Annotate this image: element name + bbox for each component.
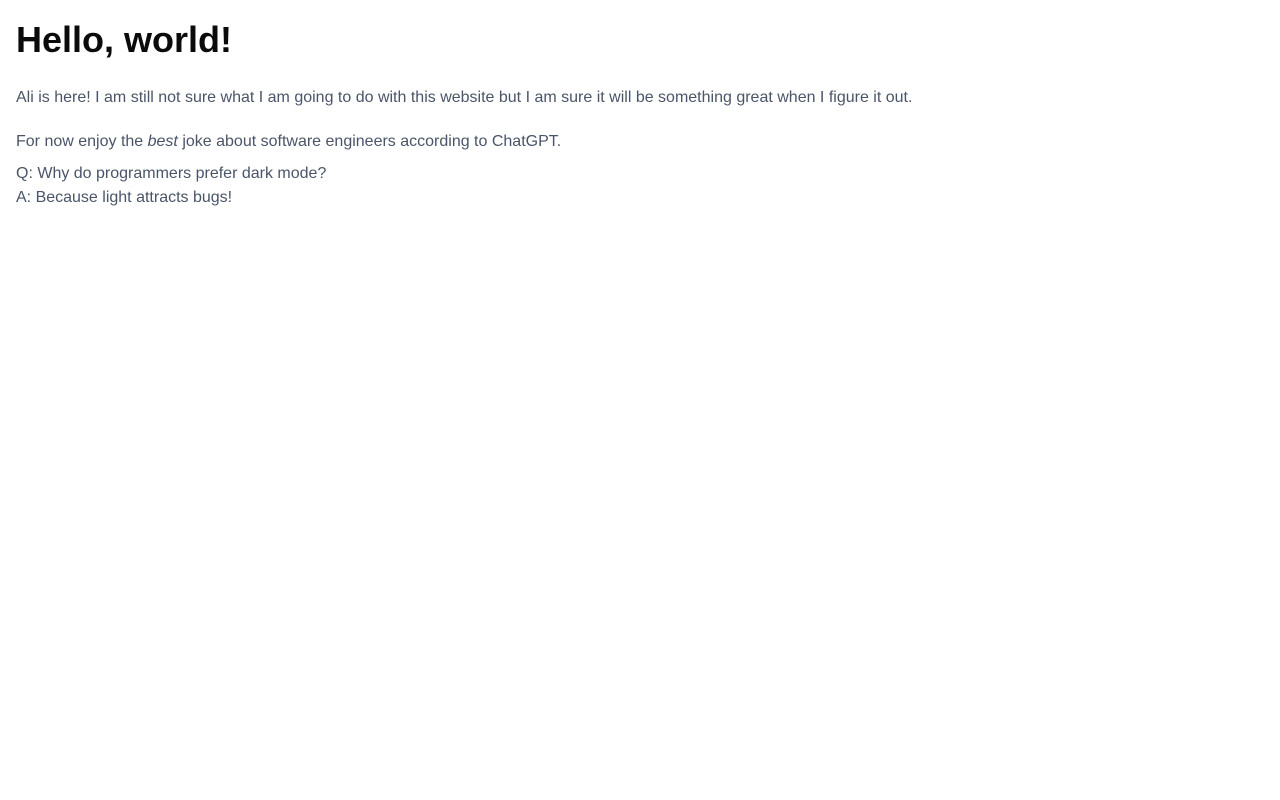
joke-paragraph [16, 162, 1264, 210]
joke-lead-after: joke about software engineers according to ChatGPT. [177, 132, 562, 150]
intro-paragraph: Ali is here! I am still not sure what I am going to do with this website but I am sure it will be something great when I figure it out. [16, 88, 913, 106]
joke-lead-emphasis: best [147, 132, 178, 150]
page-title: Hello, world! [16, 19, 232, 60]
joke-answer: A: Because light attracts bugs! [16, 188, 233, 206]
joke-lead-paragraph [16, 130, 1264, 154]
joke-question: Q: Why do programmers prefer dark mode? [16, 164, 327, 182]
joke-lead-before: For now enjoy the [16, 132, 148, 150]
